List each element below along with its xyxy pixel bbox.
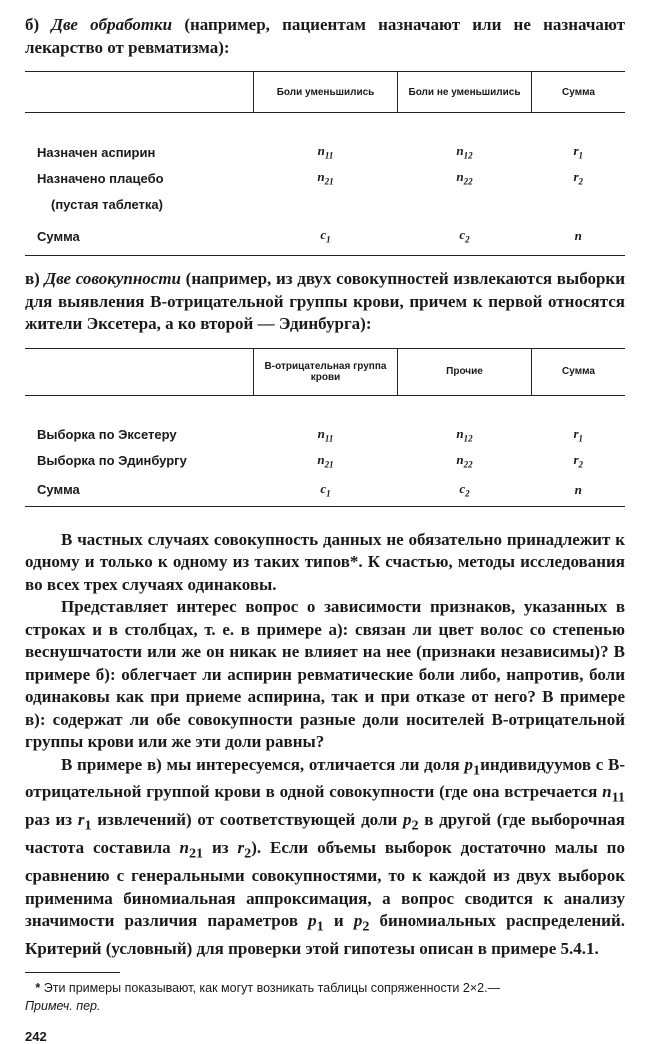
- cell: n: [532, 217, 626, 256]
- table-header-cell: Боли уменьшились: [254, 72, 398, 113]
- cell: $n_{12}$: [456, 143, 473, 161]
- table-row: [25, 139, 625, 165]
- row-label: Сумма: [25, 217, 254, 256]
- cell: $n_{11}$: [317, 143, 334, 161]
- section-v-label: в): [25, 269, 40, 288]
- section-b-text: (например, пациентам назначают или не назначают лекарство от ревматизма):: [25, 15, 626, 57]
- row-label: Выборка по Эксетеру: [37, 427, 177, 442]
- table-row: [25, 191, 625, 217]
- table-header-cell: В-отрицательная группа крови: [254, 348, 398, 395]
- row-label: Выборка по Эдинбургу: [37, 453, 187, 468]
- table-header-row: [25, 72, 625, 113]
- cell: $n_{12}$: [456, 425, 473, 444]
- paragraph: Представляет интерес вопрос о зависимости признаков, указанных в строках и в столбцах, т. е. в примере а): связан ли цвет волос со степенью веснушчатости или же он никак не влияет на нее (признаки независимы)? В примере б): облегчает ли аспирин ревматические боли либо, напротив, боли одинаковы как при приеме аспирина, так и при отказе от него? В примере в): содержат ли обе совокупности разные доли носителей В-отрицательной группы крови или же эти доли равны?: [25, 597, 625, 751]
- cell: $r_1$: [573, 143, 584, 161]
- footnote-divider: [25, 972, 120, 973]
- section-b-title: Две обработки: [51, 15, 173, 34]
- cell: $r_2$: [573, 169, 584, 187]
- footnote: * Эти примеры показывают, как могут возникать таблицы сопряженности 2×2.— Примеч. пер.: [25, 981, 501, 1014]
- section-v-heading: [25, 268, 625, 336]
- cell: $n_{22}$: [456, 169, 473, 187]
- table-header-cell: [25, 348, 254, 395]
- table-treatments: [25, 71, 625, 256]
- page-number: 242: [25, 1029, 47, 1044]
- paragraph: В примере в) мы интересуемся, отличается ли доля $p_1индивидуумов$ с В-отрицательной группой крови в одной совокупности (где она встречается $n_{11}$ раз из $r_1$ извлечений) от соответствующей доли $p_2$ в другой (где выборочная частота составила $n_{21}$ из $r_2$). Если объемы выборок достаточно малы по сравнению с генеральными совокупностями, то к каждой из двух выборок применима биномиальная аппроксимация, а вопрос сводится к анализу значимости различия параметров $p_1$ и $p_2$ биномиальных распределений. Критерий (условный) для проверки этой гипотезы описан в примере 5.4.1.: [25, 754, 626, 958]
- page: [25, 8, 625, 1044]
- section-v-text: (например, из двух совокупностей извлекаются выборки для выявления В-отрицательной группы крови, причем к первой относятся жители Эксетера, а ко второй — Эдинбурга):: [25, 269, 626, 333]
- section-b-heading: [25, 14, 625, 59]
- cell: $c_2$: [398, 217, 532, 256]
- cell: $c_2$: [398, 474, 532, 507]
- cell: $r_2$: [573, 451, 584, 470]
- table-row: [25, 422, 625, 448]
- paragraph: В частных случаях совокупность данных не обязательно принадлежит к одному и только к одному из таких типов*. К счастью, методы исследования во всех трех случаях одинаковы.: [25, 529, 625, 594]
- row-label: Назначен аспирин: [37, 144, 156, 160]
- section-v-title: Две совокупности: [44, 269, 181, 288]
- table-row: [25, 474, 625, 507]
- table-row: [25, 165, 625, 191]
- table-header-row: [25, 348, 625, 395]
- cell: $n_{11}$: [317, 425, 334, 444]
- cell: n: [532, 474, 626, 507]
- cell: $r_1$: [573, 425, 584, 444]
- section-b-label: б): [25, 15, 40, 34]
- row-label: Назначено плацебо: [37, 170, 164, 186]
- table-header-cell: [25, 72, 254, 113]
- cell: $n_{21}$: [317, 451, 334, 470]
- row-label: Сумма: [25, 474, 254, 507]
- cell: $n_{21}$: [317, 169, 334, 187]
- footnote-note: Примеч. пер.: [25, 999, 101, 1014]
- table-header-cell: Прочие: [398, 348, 532, 395]
- cell: $c_1$: [254, 217, 398, 256]
- table-row: [25, 448, 625, 474]
- table-header-cell: Боли не уменьшились: [398, 72, 532, 113]
- table-header-cell: Сумма: [532, 72, 626, 113]
- row-label: (пустая таблетка): [51, 196, 163, 212]
- table-populations: [25, 348, 625, 507]
- table-row: [25, 217, 625, 256]
- cell: $c_1$: [254, 474, 398, 507]
- table-header-cell: Сумма: [532, 348, 626, 395]
- cell: $n_{22}$: [456, 451, 473, 470]
